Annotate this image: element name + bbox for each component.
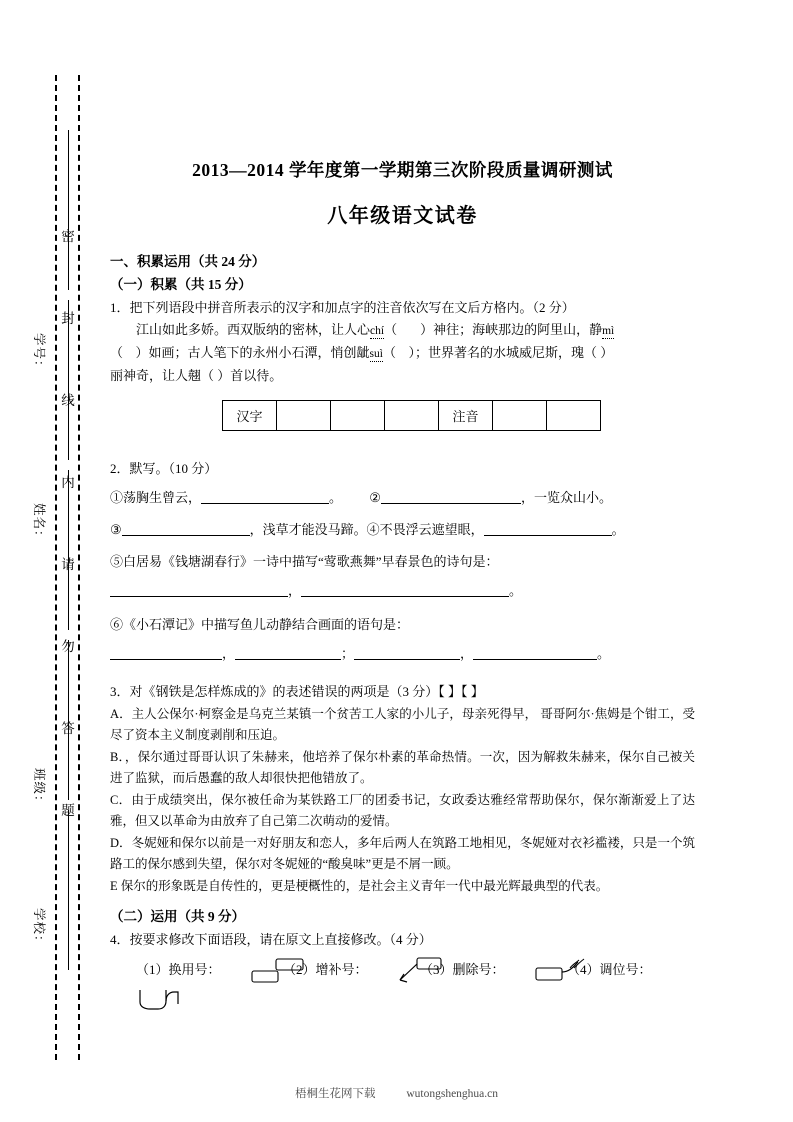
table-cell-hanzi-2[interactable] xyxy=(331,401,385,431)
question-2-item-5-answer: ， 。 xyxy=(110,577,695,606)
student-school-label: 学校： xyxy=(32,908,46,949)
q1-pinyin-mi: mì xyxy=(602,325,615,338)
question-2-line-1 xyxy=(110,485,695,511)
question-2-item-5: ⑤白居易《钱塘湖春行》一诗中描写“莺歌燕舞”早春景色的诗句是： xyxy=(110,554,499,570)
question-2-line-2 xyxy=(110,517,695,543)
seal-char-1: 密 xyxy=(61,229,75,244)
info-rule-5 xyxy=(68,810,69,970)
transpose-mark-icon xyxy=(110,986,158,1016)
student-name-label: 姓名： xyxy=(32,503,46,544)
q2-blank-6d[interactable] xyxy=(473,645,597,660)
question-3-option-c[interactable]: C．由于成绩突出，保尔被任命为某铁路工厂的团委书记，女政委达雅经常帮助保尔，保尔渐渐爱上了达雅，但又以革命为由放弃了自己第二次萌动的爱情。 xyxy=(110,792,695,828)
seal-char-6: 勿 xyxy=(61,639,75,654)
table-row xyxy=(223,401,601,431)
swap-mark-label: （1）换用号： xyxy=(136,961,221,977)
hanzi-zhuyin-table xyxy=(222,400,601,431)
q2-blank-6a[interactable] xyxy=(110,645,222,660)
seal-margin xyxy=(0,0,100,1122)
info-rule-1 xyxy=(68,130,69,290)
question-4-stem: 4．按要求修改下面语段，请在原文上直接修改。（4 分） xyxy=(110,931,432,947)
footer-site-name: 梧桐生花网下载 xyxy=(294,1088,376,1100)
q2-blank-4[interactable] xyxy=(484,521,612,536)
q1-line2-b: ）；世界著名的水城威尼斯，瑰（ ） xyxy=(408,344,614,360)
q1-blank-1: （ xyxy=(384,322,421,338)
seal-char-3: 线 xyxy=(61,393,75,408)
seal-dashed-line-inner xyxy=(78,75,80,1060)
question-3-option-d[interactable]: D．冬妮娅和保尔以前是一对好朋友和恋人，多年后两人在筑路工地相见，冬妮娅对衣衫褴褛，只是一个筑路工的保尔感到失望，保尔对冬妮娅的“酸臭味”更是不屑一顾。 xyxy=(110,835,695,871)
q2-blank-6b[interactable] xyxy=(235,645,341,660)
q1-pinyin-chi: chí xyxy=(370,325,385,338)
q1-line3: 丽神奇，让人翹（ ）首以待。 xyxy=(110,367,283,383)
q2-item2-suffix: ，一览众山小。 xyxy=(520,490,612,506)
q1-line2-a: ）如画；古人笔下的永州小石潭，悄创龇 xyxy=(135,344,370,360)
q1-line1-a: 江山如此多娇。西双版纳的密林，让人心 xyxy=(136,322,371,338)
section-1-heading: 一、积累运用（共 24 分） xyxy=(110,254,266,269)
question-1-stem: 1．把下列语段中拼音所表示的汉字和加点字的注音依次写在文后方格内。（2 分） xyxy=(110,300,575,315)
question-3-stem: 3．对《钢铁是怎样炼成的》的表述错误的两项是（3 分）【 】【 】 xyxy=(110,684,484,700)
student-id-label: 学号： xyxy=(32,333,46,374)
question-2-stem: 2．默写。（10 分） xyxy=(110,461,218,477)
info-rule-2 xyxy=(68,300,69,460)
page-title: 2013—2014 学年度第一学期第三次阶段质量调研测试 xyxy=(192,160,613,180)
q2-blank-1[interactable] xyxy=(201,489,329,504)
q2-blank-5a[interactable] xyxy=(110,582,288,597)
question-3-option-e[interactable]: E 保尔的形象既是自传性的，更是梗概性的，是社会主义青年一代中最光辉最典型的代表。 xyxy=(110,878,609,893)
q2-item1-prefix: ①荡胸生曾云， xyxy=(110,490,202,506)
q2-item3-suffix: ，浅草才能没马蹄。④不畏浮云遮望眼， xyxy=(249,522,484,538)
delete-mark-label: （3）删除号： xyxy=(420,961,505,977)
exam-paper-body xyxy=(110,0,695,1000)
student-info-column xyxy=(22,0,56,1122)
question-4-proofreading-marks xyxy=(110,956,695,1000)
insert-mark-label: （2）增补号： xyxy=(283,961,368,977)
question-2-item-6-answer: ， ； ， 。 xyxy=(110,640,695,669)
q1-blank-3: （ xyxy=(382,344,409,360)
q2-item4-suffix: 。 xyxy=(611,522,625,538)
question-3-option-a[interactable]: A．主人公保尔·柯察金是乌克兰某镇一个贫苦工人家的小儿子，母亲死得早， 哥哥阿尔·焦姆是个钳工，受尽了资本主义制度剥削和压迫。 xyxy=(110,706,695,742)
section-1-sub-heading: （一）积累（共 15 分） xyxy=(110,277,252,292)
table-cell-zhuyin-1[interactable] xyxy=(493,401,547,431)
info-rule-3 xyxy=(68,470,69,630)
insert-mark-icon xyxy=(371,956,417,986)
q1-line1-b: ）神往；海峡那边的阿里山，静 xyxy=(420,322,603,338)
seal-char-5: 请 xyxy=(61,557,75,572)
delete-mark-icon xyxy=(508,956,564,986)
student-class-label: 班级： xyxy=(32,768,46,809)
q2-blank-6c[interactable] xyxy=(354,645,460,660)
info-rule-4 xyxy=(68,640,69,800)
question-1-passage xyxy=(110,319,695,387)
page-subtitle: 八年级语文试卷 xyxy=(327,205,478,227)
q2-item1-suffix: 。 xyxy=(329,490,343,506)
q2-blank-2[interactable] xyxy=(381,489,521,504)
table-cell-hanzi-1[interactable] xyxy=(277,401,331,431)
q2-blank-5b[interactable] xyxy=(301,582,509,597)
table-cell-hanzi-3[interactable] xyxy=(385,401,439,431)
table-cell-hanzi-header[interactable]: 汉字 xyxy=(223,401,277,431)
transpose-mark-label: （4）调位号： xyxy=(567,961,652,977)
question-3-option-b[interactable]: B．，保尔通过哥哥认识了朱赫来，他培养了保尔朴素的革命热情。一次，因为解救朱赫来，保尔自己被关进了监狱，而后愚蠢的敌人却很快把他错放了。 xyxy=(110,749,695,785)
q1-blank-2: （ xyxy=(110,344,136,360)
section-2-sub-heading: （二）运用（共 9 分） xyxy=(110,908,245,924)
seal-char-4: 内 xyxy=(61,475,75,490)
table-cell-zhuyin-header[interactable]: 注音 xyxy=(439,401,493,431)
swap-mark-icon xyxy=(224,956,280,986)
seal-char-8: 题 xyxy=(61,803,75,818)
footer-site-url: wutongshenghua.cn xyxy=(406,1088,499,1100)
question-2-item-6: ⑥《小石潭记》中描写鱼儿动静结合画面的语句是： xyxy=(110,616,410,632)
seal-char-7: 答 xyxy=(61,721,75,736)
q1-pinyin-sui: suì xyxy=(369,347,383,360)
seal-char-2: 封 xyxy=(61,311,75,326)
q2-item3-prefix: ③ xyxy=(110,522,122,538)
q2-blank-3[interactable] xyxy=(122,521,250,536)
table-cell-zhuyin-2[interactable] xyxy=(547,401,601,431)
q2-item2-prefix: ② xyxy=(369,490,381,506)
footer-watermark xyxy=(0,1085,793,1101)
